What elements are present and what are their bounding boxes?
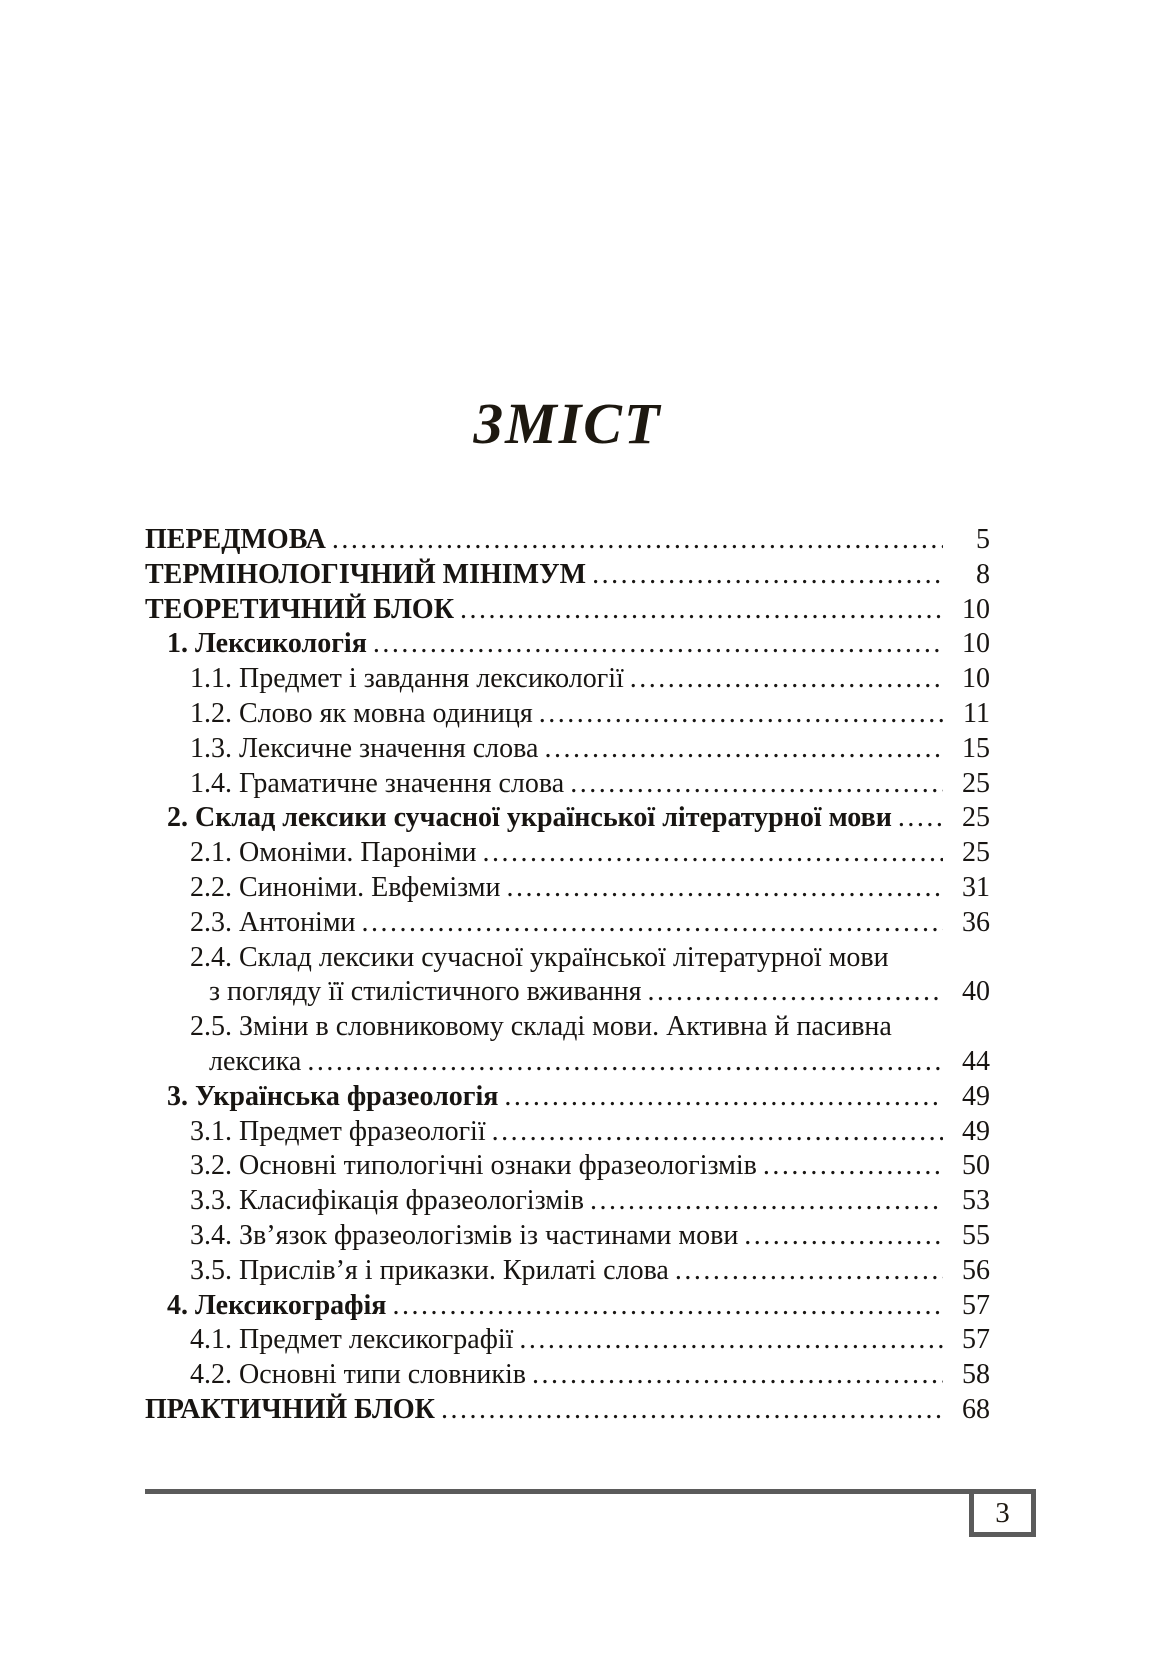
toc-dot-leader: [675, 1254, 943, 1289]
toc-entry-page: 49: [962, 1080, 990, 1112]
toc-dot-leader: [504, 1080, 943, 1115]
toc-entry-label: ТЕРМІНОЛОГІЧНИЙ МІНІМУМ: [145, 558, 587, 590]
toc-entry-label: 1.2. Слово як мовна одиниця: [190, 697, 533, 729]
footer-page-number: 3: [995, 1496, 1010, 1529]
toc-row: [145, 593, 990, 628]
toc-entry-page: 68: [962, 1393, 990, 1425]
toc-row: [145, 627, 990, 662]
toc-row: [145, 871, 990, 906]
toc-entry-page: 58: [962, 1359, 990, 1391]
toc-entry-label: 2.5. Зміни в словниковому складі мови. Активна й пасивна: [190, 1011, 892, 1043]
toc-row: [145, 1010, 990, 1045]
toc-dot-leader: [441, 1393, 943, 1428]
toc-entry-label: 3.1. Предмет фразеології: [190, 1115, 486, 1147]
toc-dot-leader: [570, 767, 943, 802]
toc-entry-page: 44: [962, 1045, 990, 1077]
toc-dot-leader: [373, 627, 943, 662]
toc-entry-label: 1.4. Граматичне значення слова: [190, 767, 565, 799]
toc-entry-label: 2.2. Синоніми. Евфемізми: [190, 871, 501, 903]
toc-entry-page: 53: [962, 1185, 990, 1217]
toc-entry-page: 50: [962, 1150, 990, 1182]
toc-dot-leader: [392, 1289, 943, 1324]
toc-entry-page: 56: [962, 1254, 990, 1286]
toc-row: [145, 697, 990, 732]
toc-entry-page: 49: [962, 1115, 990, 1147]
toc-entry-page: 57: [962, 1324, 990, 1356]
toc-entry-label: 1.3. Лексичне значення слова: [190, 732, 539, 764]
toc-entry-page: 10: [962, 628, 990, 660]
toc-row: [145, 1115, 990, 1150]
toc-entry-page: 10: [962, 663, 990, 695]
toc-entry-label: 4.2. Основні типи словників: [190, 1359, 526, 1391]
toc-row: [145, 975, 990, 1010]
toc-entry-page: 57: [962, 1289, 990, 1321]
footer-page-number-box: [969, 1489, 1036, 1537]
toc-entry-page: 55: [962, 1219, 990, 1251]
toc-entry-page: 5: [976, 524, 990, 555]
toc-row: [145, 801, 990, 836]
page-title: ЗМІСТ: [473, 391, 662, 456]
toc-dot-leader: [332, 523, 943, 558]
toc-row: [145, 1219, 990, 1254]
toc-entry-label: ПРАКТИЧНИЙ БЛОК: [145, 1393, 435, 1425]
toc-dot-leader: [532, 1358, 943, 1393]
toc-dot-leader: [898, 801, 943, 836]
toc-entry-label: 4. Лексикографія: [167, 1289, 387, 1321]
toc-entry-label: 3. Українська фразеологія: [167, 1080, 499, 1112]
toc-row: [145, 906, 990, 941]
toc-row: [145, 836, 990, 871]
toc-entry-page: 11: [963, 697, 990, 729]
toc-entry-page: 25: [962, 767, 990, 799]
toc-entry-label: лексика: [209, 1045, 302, 1077]
toc-dot-leader: [483, 836, 943, 871]
toc-entry-label: 3.5. Прислів’я і приказки. Крилаті слова: [190, 1254, 669, 1286]
toc-entry-label: 3.2. Основні типологічні ознаки фразеологізмів: [190, 1150, 757, 1182]
toc-entry-label: 2.3. Антоніми: [190, 906, 356, 938]
toc-entry-page: 8: [976, 558, 990, 590]
toc-entry-label: 2. Склад лексики сучасної української літературної мови: [167, 802, 892, 834]
toc-entry-label: 4.1. Предмет лексикографії: [190, 1324, 514, 1356]
table-of-contents: [145, 523, 990, 1428]
toc-row: [145, 1045, 990, 1080]
document-page: [145, 0, 990, 1653]
toc-entry-label: 3.3. Класифікація фразеологізмів: [190, 1185, 584, 1217]
toc-dot-leader: [592, 558, 943, 593]
toc-entry-page: 25: [962, 802, 990, 834]
toc-dot-leader: [362, 906, 943, 941]
toc-row: [145, 1358, 990, 1393]
toc-entry-page: 31: [962, 871, 990, 903]
toc-row: [145, 1149, 990, 1184]
toc-row: [145, 941, 990, 976]
toc-row: [145, 1254, 990, 1289]
toc-entry-label: ТЕОРЕТИЧНИЙ БЛОК: [145, 593, 455, 625]
toc-row: [145, 1393, 990, 1428]
toc-row: [145, 1184, 990, 1219]
toc-entry-label: 2.4. Склад лексики сучасної української літературної мови: [190, 941, 889, 973]
toc-row: [145, 1289, 990, 1324]
toc-dot-leader: [307, 1045, 943, 1080]
toc-row: [145, 767, 990, 802]
toc-dot-leader: [590, 1184, 943, 1219]
toc-row: [145, 662, 990, 697]
toc-dot-leader: [507, 871, 943, 906]
toc-entry-label: 2.1. Омоніми. Пароніми: [190, 837, 477, 869]
toc-dot-leader: [539, 697, 943, 732]
toc-dot-leader: [492, 1115, 943, 1150]
toc-row: [145, 523, 990, 558]
toc-entry-label: 1.1. Предмет і завдання лексикології: [190, 663, 624, 695]
toc-entry-page: 10: [962, 593, 990, 625]
toc-dot-leader: [519, 1323, 943, 1358]
toc-dot-leader: [544, 732, 943, 767]
toc-dot-leader: [648, 975, 943, 1010]
toc-entry-label: 1. Лексикологія: [167, 628, 367, 660]
toc-dot-leader: [630, 662, 943, 697]
toc-entry-page: 25: [962, 837, 990, 869]
toc-dot-leader: [744, 1219, 943, 1254]
toc-entry-label: 3.4. Зв’язок фразеологізмів із частинами мови: [190, 1219, 739, 1251]
toc-entry-label: з погляду її стилістичного вживання: [209, 976, 642, 1008]
toc-entry-label: ПЕРЕДМОВА: [145, 524, 326, 555]
toc-dot-leader: [460, 593, 943, 628]
toc-row: [145, 1080, 990, 1115]
toc-dot-leader: [763, 1149, 943, 1184]
toc-entry-page: 40: [962, 976, 990, 1008]
footer-rule: [145, 1489, 969, 1494]
toc-entry-page: 15: [962, 732, 990, 764]
toc-row: [145, 732, 990, 767]
toc-row: [145, 1323, 990, 1358]
toc-row: [145, 558, 990, 593]
toc-entry-page: 36: [962, 906, 990, 938]
